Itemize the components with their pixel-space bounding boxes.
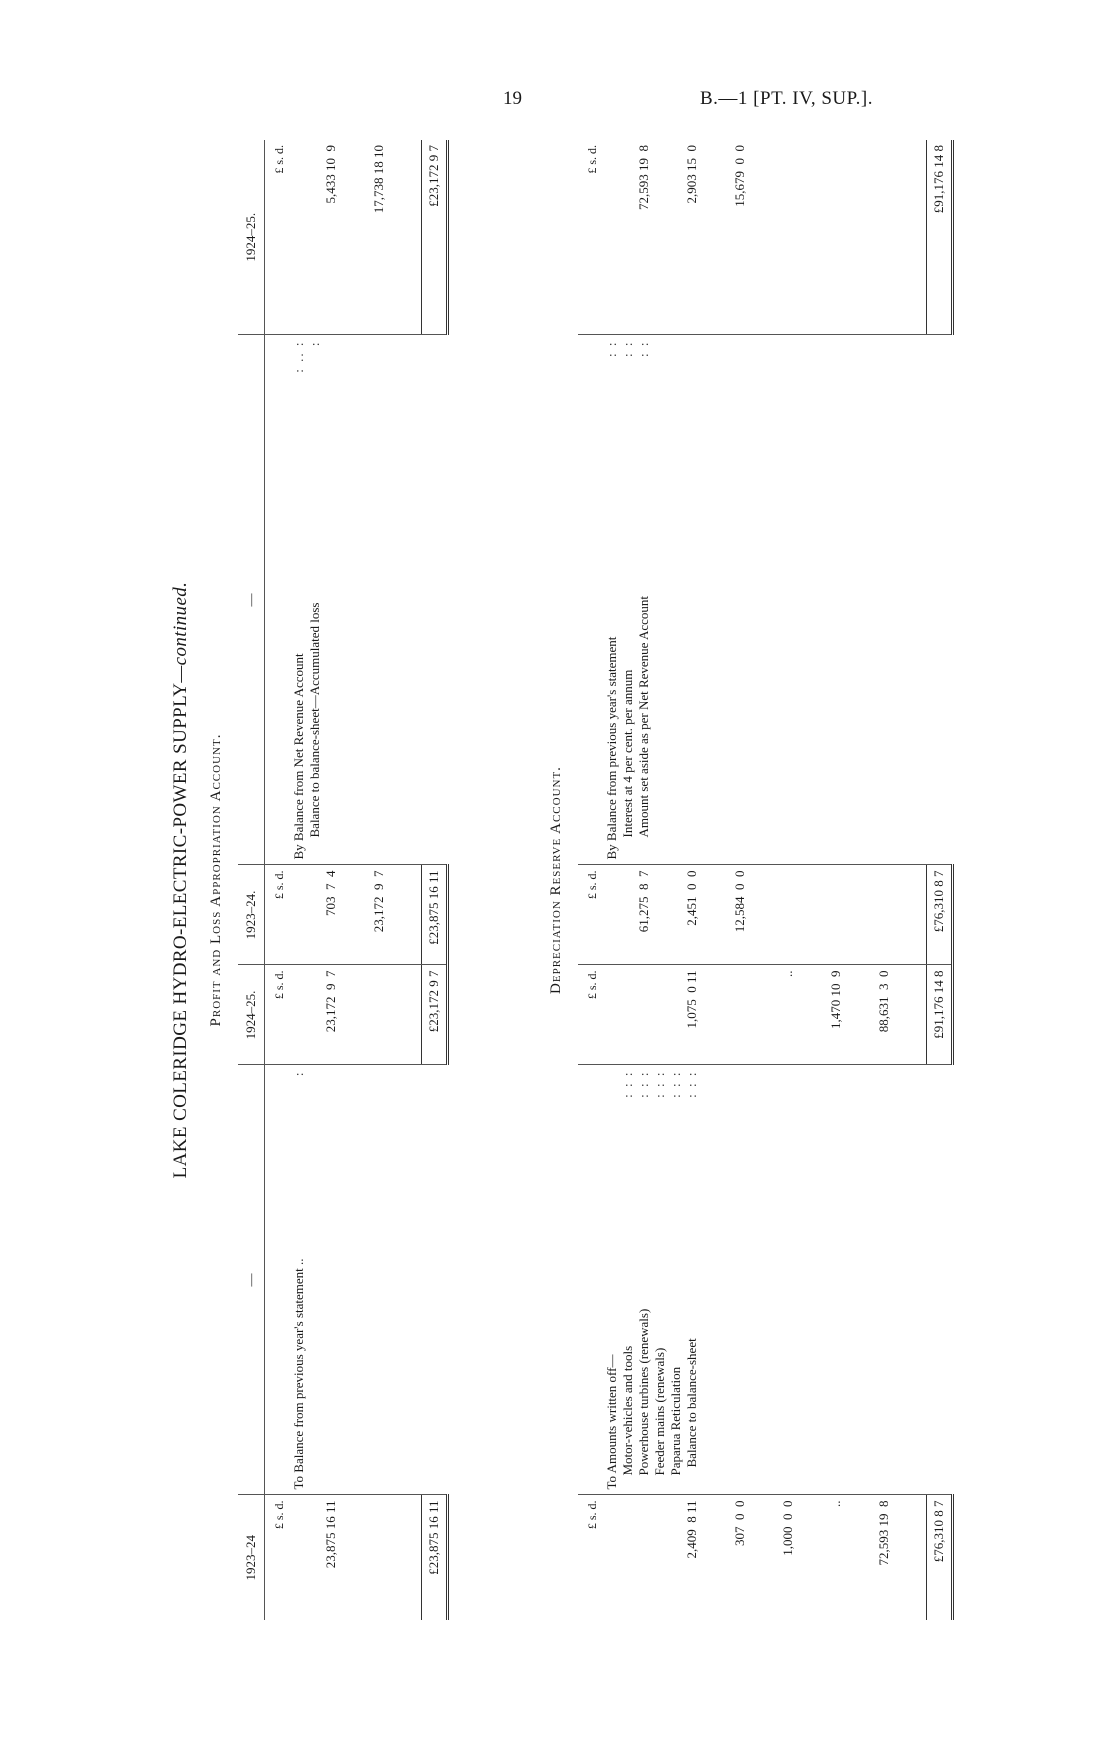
dep-units-cr-prev: £ s. d.: [578, 865, 602, 965]
dep-dr-curr-4: 1,470 10 9: [828, 970, 843, 1029]
dep-dr-curr-0: [636, 971, 652, 1060]
pl-total-cr-curr: £23,172 9 7: [422, 140, 448, 335]
pl-units-cr-prev: £ s. d.: [265, 865, 290, 965]
pl-cr-curr-0: 5,433 10 9: [323, 145, 338, 204]
dep-cr-dots-0: : :: [604, 340, 619, 357]
pl-units-dr-prev: £ s. d.: [272, 1500, 286, 1530]
dep-dr-prev-0: [636, 1501, 652, 1616]
pl-units-row: [265, 140, 290, 1620]
dep-units-dr-curr: £ s. d.: [578, 965, 602, 1065]
dep-cr-curr-2: 15,679 0 0: [732, 145, 747, 207]
pl-dr-curr-0: 23,172 9 7: [323, 970, 338, 1033]
pl-dr-prev-0: 23,875 16 11: [323, 1500, 338, 1569]
pl-cr-desc-0: By Balance from Net Revenue Account: [291, 653, 306, 860]
pl-dr-prev-cell: [289, 1495, 422, 1620]
dep-dr-prev-2: 307 0 0: [732, 1500, 747, 1546]
page-header: [0, 88, 1114, 118]
pl-total-dr-prev: £23,875 16 11: [422, 1495, 448, 1620]
dep-dr-desc-2: Powerhouse turbines (renewals): [636, 1308, 651, 1476]
pl-cr-curr-1: 17,738 18 10: [371, 145, 386, 214]
dep-total-cr-prev: £76,310 8 7: [927, 865, 953, 965]
dep-dr-prev-3: 1,000 0 0: [780, 1500, 795, 1556]
pl-dr-curr-cell: [289, 965, 422, 1065]
pl-header-dr-curr: 1924–25.: [238, 965, 265, 1065]
pl-cr-desc-cell: [289, 335, 422, 865]
dep-cr-prev-0: 61,275 8 7: [636, 870, 651, 933]
pl-body-row: [289, 140, 422, 1620]
dep-dr-desc-5: Balance to balance-sheet: [684, 1338, 699, 1468]
dep-cr-desc-1: Interest at 4 per cent. per annum: [620, 669, 635, 838]
dep-cr-dots-2: : :: [636, 340, 651, 357]
dep-dr-curr-1: 1,075 0 11: [684, 970, 699, 1029]
document-title-main: LAKE COLERIDGE HYDRO-ELECTRIC-POWER SUPPLY: [170, 682, 191, 1179]
dep-dr-curr-3: ..: [780, 970, 795, 977]
page-reference: B.—1 [PT. IV, SUP.].: [700, 88, 873, 109]
dep-cr-prev-1: 2,451 0 0: [684, 870, 699, 926]
dep-dr-prev-cell: [602, 1495, 927, 1620]
pl-total-row: [422, 140, 448, 1620]
pl-cr-dots-1: :: [307, 340, 322, 347]
dep-dr-desc-cell: [602, 1065, 927, 1495]
pl-cr-prev-cell: [289, 865, 422, 965]
dep-dr-desc-0: To Amounts written off—: [604, 1354, 619, 1490]
dep-cr-desc-2: Amount set aside as per Net Revenue Account: [636, 595, 651, 838]
dep-dr-dots-2: : : :: [636, 1070, 651, 1098]
pl-cr-dots-0: : .. :: [291, 340, 306, 373]
dep-dr-dots-4: : : :: [668, 1070, 683, 1098]
dep-cr-prev-cell: [602, 865, 927, 965]
dep-total-dr-prev: £76,310 8 7: [927, 1495, 953, 1620]
dep-units-dr-prev: £ s. d.: [585, 1500, 599, 1530]
dep-dr-dots-3: : : :: [652, 1070, 667, 1098]
depreciation-title: Depreciation Reserve Account.: [548, 766, 564, 994]
dep-cr-desc-cell: [602, 335, 927, 865]
dep-units-row: [578, 140, 602, 1620]
dep-cr-curr-cell: [602, 140, 927, 335]
profit-loss-header-row: [238, 140, 265, 1620]
dep-dr-prev-4: ..: [828, 1500, 843, 1507]
dep-cr-prev-2: 12,584 0 0: [732, 870, 747, 933]
pl-total-dr-curr: £23,172 9 7: [422, 965, 448, 1065]
dep-total-row: [927, 140, 953, 1620]
pl-dr-dots-0: :: [291, 1070, 306, 1077]
document-title-continued: —continued.: [170, 581, 191, 683]
dep-cr-curr-1: 2,903 15 0: [684, 145, 699, 204]
dep-dr-desc-1: Motor-vehicles and tools: [620, 1345, 635, 1476]
dep-cr-desc-0: By Balance from previous year's statement: [604, 636, 619, 860]
dep-units-cr-curr: £ s. d.: [578, 140, 602, 335]
pl-dr-desc-0: To Balance from previous year's statement ..: [291, 1258, 306, 1490]
dep-cr-dots-1: : :: [620, 340, 635, 357]
document-title: [170, 140, 192, 1620]
pl-dr-desc-cell: [289, 1065, 422, 1495]
dep-dr-dots-1: : : :: [620, 1070, 635, 1098]
pl-header-cr-curr: 1924–25.: [238, 140, 265, 335]
pl-header-cr-desc: —: [238, 335, 265, 865]
dep-dr-dots-5: : : :: [684, 1070, 699, 1098]
pl-cr-desc-1: Balance to balance-sheet—Accumulated loss: [307, 602, 322, 838]
pl-units-dr-curr: £ s. d.: [265, 965, 290, 1065]
page-number: 19: [503, 88, 522, 109]
dep-dr-prev-1: 2,409 8 11: [684, 1500, 699, 1559]
dep-dr-desc-4: Paparua Reticulation: [668, 1366, 683, 1476]
dep-dr-desc-3: Feeder mains (renewals): [652, 1347, 667, 1476]
profit-loss-table: [238, 140, 449, 1620]
dep-cr-curr-0: 72,593 19 8: [636, 145, 651, 210]
pl-units-cr-curr: £ s. d.: [265, 140, 290, 335]
dep-total-cr-curr: £91,176 14 8: [927, 140, 953, 335]
pl-header-cr-prev: 1923–24.: [238, 865, 265, 965]
dep-total-dr-curr: £91,176 14 8: [927, 965, 953, 1065]
pl-cr-prev-1: 23,172 9 7: [371, 870, 386, 933]
pl-header-dr-prev: 1923–24: [238, 1495, 265, 1620]
profit-loss-title: Profit and Loss Appropriation Account.: [208, 733, 224, 1027]
dep-dr-curr-cell: [602, 965, 927, 1065]
pl-total-cr-prev: £23,875 16 11: [422, 865, 448, 965]
dep-body-row: [602, 140, 927, 1620]
pl-cr-prev-0: 703 7 4: [323, 870, 338, 916]
pl-cr-curr-cell: [289, 140, 422, 335]
dep-dr-prev-5: 72,593 19 8: [876, 1500, 891, 1566]
depreciation-table: [578, 140, 954, 1620]
dep-dr-curr-2: [732, 971, 748, 1060]
dep-dr-curr-5: 88,631 3 0: [876, 970, 891, 1033]
pl-header-dr-desc: —: [238, 1065, 265, 1495]
rotated-content: [170, 140, 946, 1620]
